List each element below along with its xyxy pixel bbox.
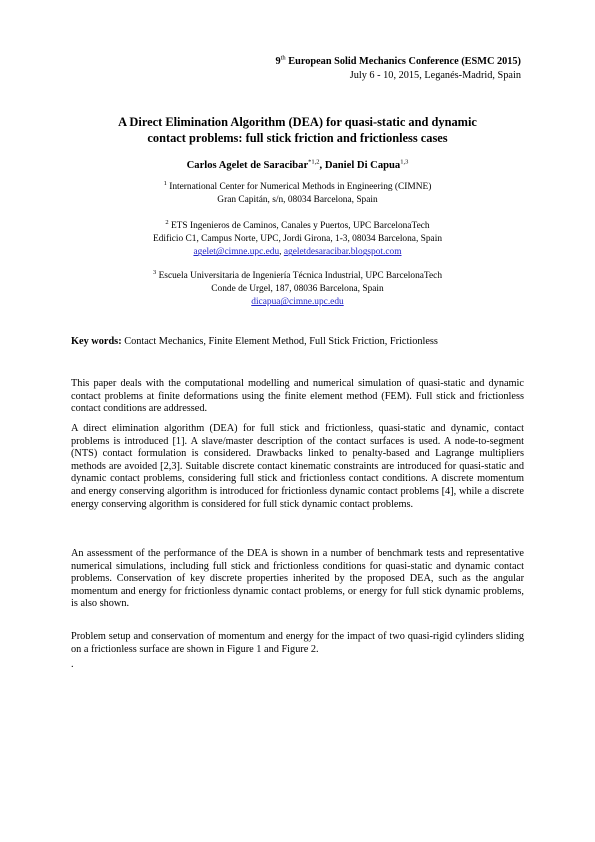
- trailing-period: .: [71, 659, 74, 670]
- author-2: Daniel Di Capua: [324, 160, 401, 171]
- affiliation-3-address: Conde de Urgel, 187, 08036 Barcelona, Spain: [211, 284, 384, 295]
- keywords-label: Key words:: [71, 336, 122, 347]
- affiliation-1-name: International Center for Numerical Methods in Engineering (CIMNE): [166, 182, 432, 192]
- author-1: Carlos Agelet de Saracibar: [186, 160, 309, 171]
- paragraph-intro: This paper deals with the computational modelling and numerical simulation of quasi-static and dynamic contact problems at finite deformations using the finite element method (FEM). Full stick and frictionless contact conditions are addressed.: [71, 378, 524, 415]
- affiliation-1-number: 1: [163, 179, 167, 187]
- conference-dates: July 6 - 10, 2015, Leganés-Madrid, Spain: [349, 70, 521, 81]
- affiliation-2-contacts: [0, 246, 595, 259]
- blog-link[interactable]: ageletdesaracibar.blogspot.com: [283, 247, 402, 258]
- paragraph-problem-setup: Problem setup and conservation of momentum and energy for the impact of two quasi-rigid cylinders sliding on a frictionless surface are shown in Figure 1 and Figure 2.: [71, 631, 524, 655]
- conference-number-suffix: th: [280, 54, 286, 62]
- conference-name: European Solid Mechanics Conference (ESMC 2015): [285, 56, 521, 67]
- contact-separator: ,: [279, 247, 284, 258]
- paragraph-dea: A direct elimination algorithm (DEA) for full stick and frictionless, quasi-static and dynamic, contact problems is introduced [1]. A slave/master description of the contact surfaces is used. A node-to-segment (NTS) contact formulation is considered. Drawbacks linked to penalty-based and Lagrange multipliers methods are avoided [2,3]. Suitable discrete contact kinematic constraints are introduced for quasi-static and dynamic contact problems, considering full stick and frictionless contact conditions. A discrete momentum and energy conserving algorithm is introduced for frictionless dynamic contact problems [4], while a discrete energy conserving algorithm is considered for full stick dynamic contact problems.: [71, 423, 524, 510]
- affiliation-1-address: Gran Capitán, s/n, 08034 Barcelona, Spain: [217, 195, 378, 206]
- author-2-affiliations: 1,3: [400, 158, 409, 166]
- paper-title: [0, 114, 595, 146]
- affiliation-3-name: Escuela Universitaria de Ingeniería Técnica Industrial, UPC BarcelonaTech: [156, 271, 443, 281]
- affiliation-2-number: 2: [165, 218, 169, 226]
- author-list: [0, 160, 595, 171]
- affiliation-3-line-1: [0, 270, 595, 283]
- affiliation-2-name: ETS Ingenieros de Caminos, Canales y Puertos, UPC BarcelonaTech: [168, 221, 430, 231]
- conference-title: [275, 55, 521, 68]
- paper-title-line-2: contact problems: full stick friction and frictionless cases: [147, 131, 448, 145]
- affiliation-3: [0, 270, 595, 310]
- email-link-agelet[interactable]: agelet@cimne.upc.edu: [193, 247, 280, 258]
- paragraph-assessment: An assessment of the performance of the DEA is shown in a number of benchmark tests and representative numerical simulations, including full stick and frictionless conditions for quasi-static and dynamic contact problems. Conservation of key discrete properties inherited by the proposed DEA, such as the angular momentum and energy for frictionless dynamic contact problems, or energy for full stick dynamic problems, is also shown.: [71, 548, 524, 610]
- email-link-dicapua[interactable]: dicapua@cimne.upc.edu: [251, 297, 344, 308]
- conference-number: 9: [275, 56, 281, 67]
- affiliation-2: [0, 220, 595, 260]
- affiliation-2-address: Edificio C1, Campus Norte, UPC, Jordi Girona, 1-3, 08034 Barcelona, Spain: [152, 234, 443, 245]
- affiliation-1: [0, 181, 595, 207]
- affiliation-1-line-1: [0, 181, 595, 194]
- keywords-text: Contact Mechanics, Finite Element Method, Full Stick Friction, Frictionless: [121, 336, 438, 347]
- author-separator: ,: [319, 160, 325, 171]
- affiliation-3-contacts: [0, 296, 595, 309]
- keywords: [71, 336, 524, 349]
- affiliation-2-line-1: [0, 220, 595, 233]
- paper-title-line-1: A Direct Elimination Algorithm (DEA) for quasi-static and dynamic: [118, 115, 477, 129]
- author-1-affiliations: *1,2: [308, 158, 320, 166]
- affiliation-3-number: 3: [152, 268, 157, 276]
